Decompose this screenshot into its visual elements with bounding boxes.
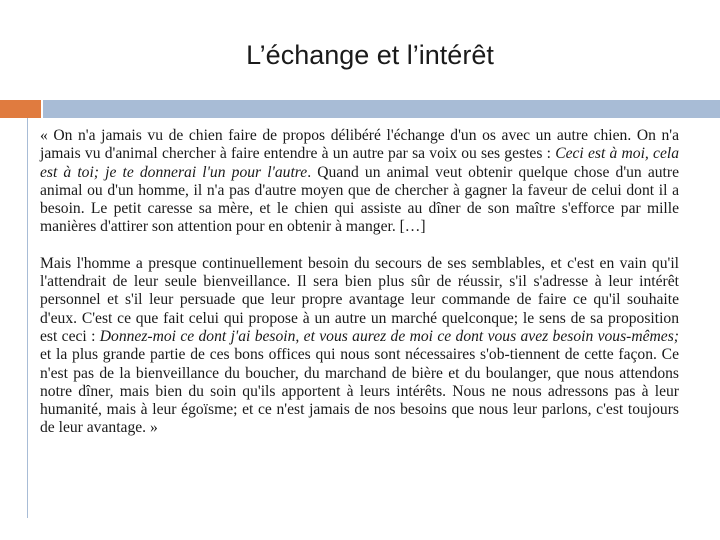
left-margin-rule [27,118,28,518]
paragraph-2-text-end: et la plus grande partie de ces bons offices qui nous sont nécessaires s'ob-tiennent de cette façon. Ce n'est pas de la bienveillance du boucher, du marchand de bière et du boulanger, que nous attendons notre dîner, mais bien du soin qu'ils apportent à leurs intérêts. Nous ne nous adressons pas à leur humanité, mais à leur égoïsme; et ce n'est jamais de nos besoins que nous leur parlons, c'est toujours de leur avantage. » [40,346,679,437]
paragraph-1-text-end: . Quand un animal veut obtenir quelque chose d'un autre animal ou d'un homme, il n'a pas d'autre moyen que de chercher à gagner la faveur de celui dont il a besoin. Le petit caresse sa mère, et le chien qui assiste au dîner de son maître s'efforce par mille manières d'attirer son attention pour en obtenir à manger. […] [40,163,680,236]
quote-body [40,127,679,438]
paragraph-1-text-start: « On n'a jamais vu de chien faire de propos délibéré l'échange d'un os avec un autre chien. On n'a jamais vu d'animal chercher à faire entendre à un autre par sa voix ou ses gestes : [40,127,679,163]
quote-paragraph-2 [40,255,679,438]
slide-title: L’échange et l’intérêt [246,40,494,70]
title-accent-block [0,100,41,118]
quote-paragraph-1 [40,127,679,237]
title-accent-bar [43,100,720,118]
paragraph-2-italic-quote: Donnez-moi ce dont j'ai besoin, et vous aurez de moi ce dont vous avez besoin vous-mêmes; [99,327,679,345]
paragraph-2-text-start: Mais l'homme a presque continuellement besoin du secours de ses semblables, et c'est en vain qu'il l'attendrait de leur seule bienveillance. Il sera bien plus sûr de réussir, s'il s'adresse à leur intérêt personnel et s'il leur persuade que leur propre avantage leur commande de faire ce qu'il souhaite d'eux. C'est ce que fait celui qui propose à un autre un marché quelconque; le sens de sa proposition est ceci : [40,254,679,345]
paragraph-1-italic-quote: Ceci est à moi, cela est à toi; je te donnerai l'un pour l'autre [40,145,679,181]
